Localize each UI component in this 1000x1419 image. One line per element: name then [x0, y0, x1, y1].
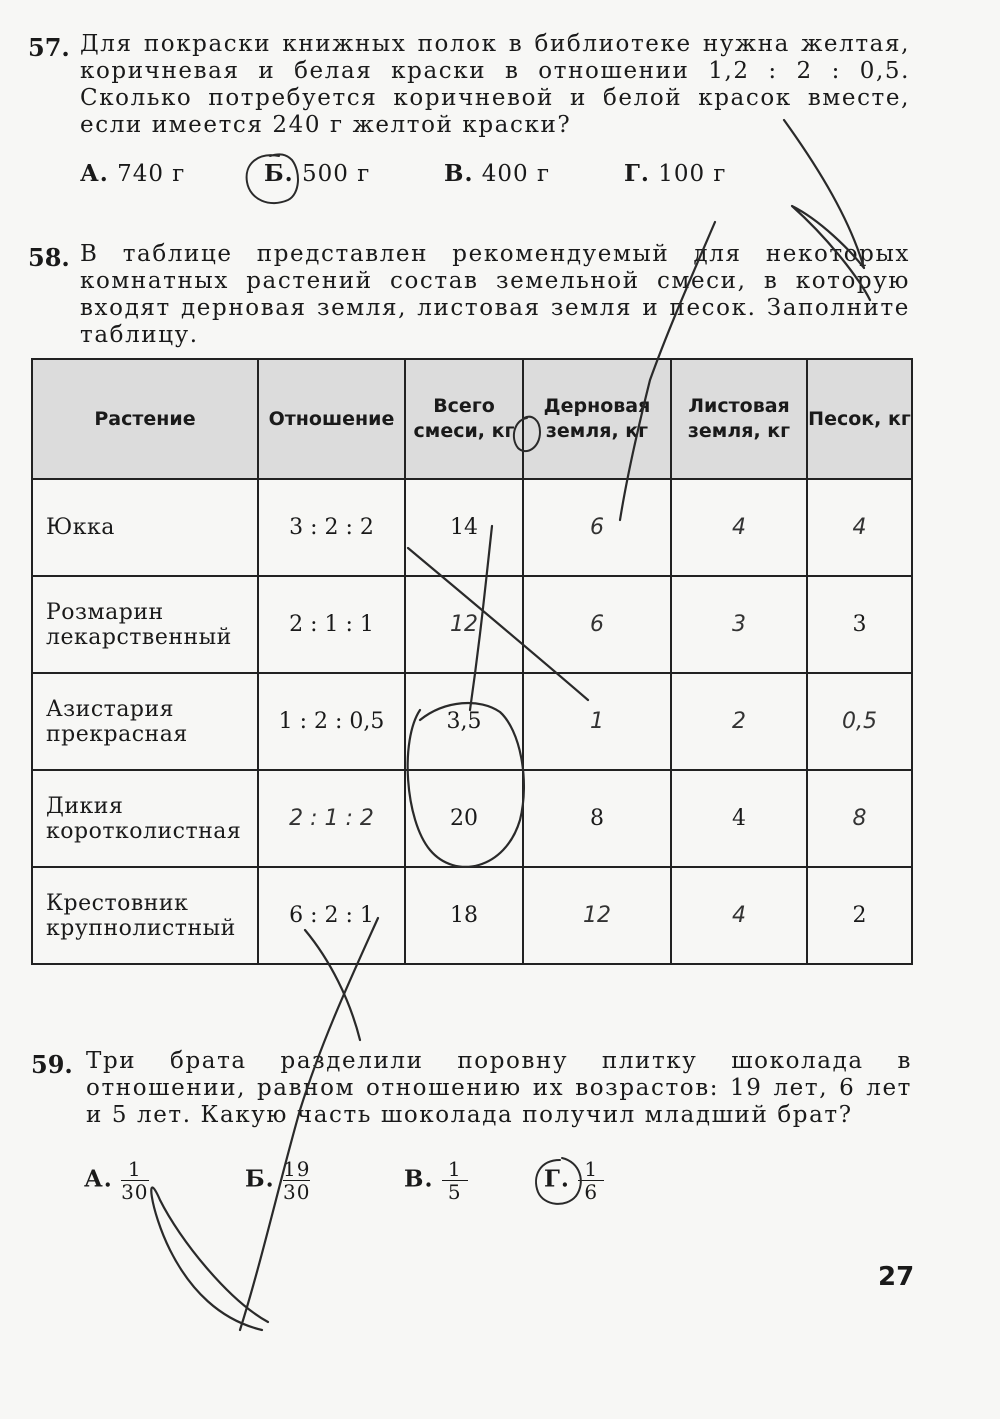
- table-row: [32, 479, 912, 576]
- option-letter: Б.: [245, 1165, 275, 1193]
- task-58-text: В таблице представлен рекомендуемый для некоторых комнатных растений состав земельной смеси, в которую входят дерновая земля, листовая земля и песок. Заполните таблицу.: [80, 241, 910, 348]
- option-fraction: [578, 1158, 604, 1203]
- table-header-row: [32, 359, 912, 479]
- plant-name: Азистария прекрасная: [32, 673, 258, 770]
- option-letter: В.: [404, 1165, 434, 1193]
- ratio-cell: 1 : 2 : 0,5: [258, 673, 405, 770]
- header-ratio: Отношение: [258, 359, 405, 479]
- leaf-cell-handwritten: 4: [671, 867, 807, 964]
- leaf-cell-handwritten: 3: [671, 576, 807, 673]
- header-total: Всего смеси, кг: [405, 359, 523, 479]
- ratio-cell-handwritten: 2 : 1 : 2: [258, 770, 405, 867]
- option-letter: Г.: [624, 160, 650, 187]
- sod-cell-handwritten: 6: [523, 479, 671, 576]
- sand-cell-handwritten: 4: [807, 479, 912, 576]
- total-cell: 3,5: [405, 673, 523, 770]
- header-sod-soil: Дерновая земля, кг: [523, 359, 671, 479]
- leaf-cell-handwritten: 4: [671, 479, 807, 576]
- task-59-option-d: [544, 1158, 604, 1203]
- plant-name: Дикия коротколистная: [32, 770, 258, 867]
- ratio-cell: 2 : 1 : 1: [258, 576, 405, 673]
- option-value: 400 г: [481, 161, 551, 187]
- total-cell: 14: [405, 479, 523, 576]
- fraction-denominator: 30: [121, 1180, 149, 1204]
- fraction-numerator: 19: [282, 1157, 311, 1181]
- fraction-numerator: 1: [584, 1157, 599, 1181]
- option-fraction: [121, 1158, 148, 1203]
- header-plant: Растение: [32, 359, 258, 479]
- fraction-numerator: 1: [447, 1157, 462, 1181]
- sand-cell: 2: [807, 867, 912, 964]
- task-59-number: 59.: [31, 1050, 73, 1079]
- option-letter: А.: [80, 160, 109, 187]
- table-row: [32, 867, 912, 964]
- task-59-option-b: [245, 1158, 310, 1203]
- option-letter: Б.: [264, 160, 294, 187]
- leaf-cell: 4: [671, 770, 807, 867]
- sand-cell-handwritten: 8: [807, 770, 912, 867]
- header-sand: Песок, кг: [807, 359, 912, 479]
- fraction-denominator: 30: [282, 1180, 311, 1204]
- sod-cell: 8: [523, 770, 671, 867]
- option-value: 500 г: [301, 161, 371, 187]
- plant-name: Крестовник крупнолистный: [32, 867, 258, 964]
- fraction-numerator: 1: [127, 1157, 142, 1181]
- sand-cell-handwritten: 0,5: [807, 673, 912, 770]
- soil-mix-table: [31, 358, 913, 965]
- plant-name: Юкка: [32, 479, 258, 576]
- task-57-option-b: [264, 160, 370, 187]
- ratio-cell: 6 : 2 : 1: [258, 867, 405, 964]
- option-fraction: [442, 1158, 468, 1203]
- sod-cell-handwritten: 12: [523, 867, 671, 964]
- page-number: 27: [878, 1262, 915, 1292]
- total-cell: 20: [405, 770, 523, 867]
- sod-cell-handwritten: 6: [523, 576, 671, 673]
- task-59-text: Три брата разделили поровну плитку шоколада в отношении, равном отношению их возрастов: 19 лет, 6 лет и 5 лет. Какую часть шоколада получил младший брат?: [86, 1048, 912, 1128]
- table-row: [32, 673, 912, 770]
- table-row: [32, 576, 912, 673]
- total-cell: 18: [405, 867, 523, 964]
- leaf-cell-handwritten: 2: [671, 673, 807, 770]
- plant-name: Розмарин лекарственный: [32, 576, 258, 673]
- task-57-option-d: [624, 160, 726, 187]
- option-value: 740 г: [117, 161, 186, 187]
- fraction-denominator: 6: [584, 1180, 599, 1204]
- ratio-cell: 3 : 2 : 2: [258, 479, 405, 576]
- option-letter: Г.: [544, 1165, 570, 1193]
- scribble-stroke: [151, 1187, 268, 1330]
- task-59-option-c: [404, 1158, 468, 1203]
- task-57-option-a: [80, 160, 185, 187]
- header-leaf-soil: Листовая земля, кг: [671, 359, 807, 479]
- task-57-option-c: [444, 160, 550, 187]
- total-cell-handwritten: 12: [405, 576, 523, 673]
- sod-cell-handwritten: 1: [523, 673, 671, 770]
- fraction-denominator: 5: [447, 1180, 462, 1204]
- task-58-number: 58.: [28, 243, 70, 272]
- option-letter: А.: [84, 1165, 113, 1193]
- sand-cell: 3: [807, 576, 912, 673]
- task-57-number: 57.: [28, 33, 70, 62]
- option-value: 100 г: [658, 161, 727, 187]
- option-letter: В.: [444, 160, 474, 187]
- option-fraction: [283, 1158, 310, 1203]
- task-59-option-a: [84, 1158, 149, 1203]
- task-57-text: Для покраски книжных полок в библиотеке нужна желтая, коричневая и белая краски в отношении 1,2 : 2 : 0,5. Сколько потребуется коричневой и белой красок вместе, если имеется 240 г желтой краски?: [80, 31, 910, 138]
- table-row: [32, 770, 912, 867]
